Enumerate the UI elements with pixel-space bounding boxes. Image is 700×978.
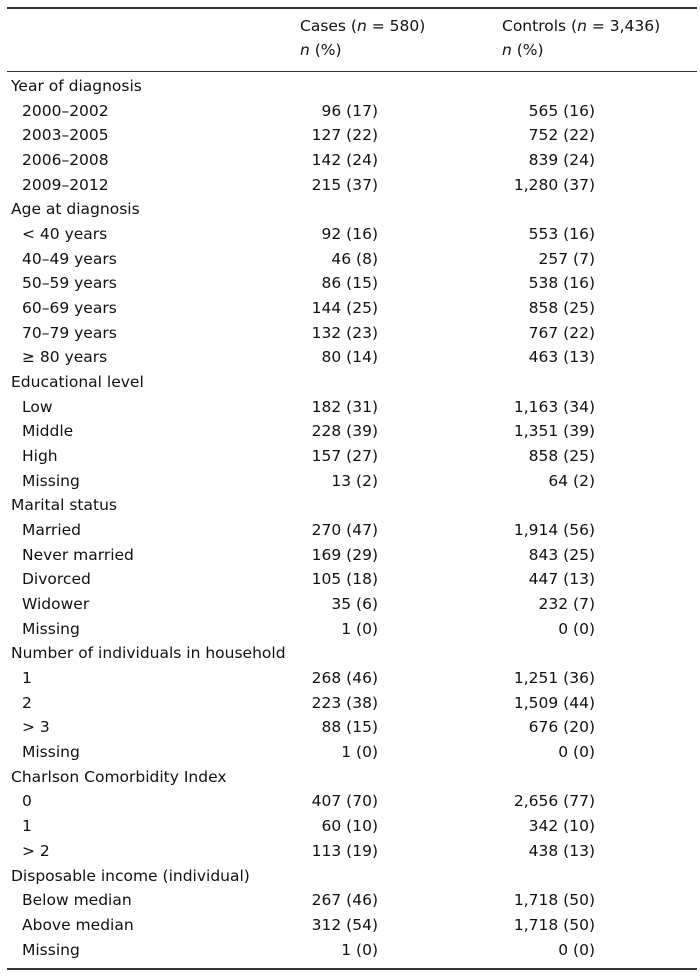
row-label: Missing (22, 743, 80, 762)
controls-cell: 1,914 (56) (513, 521, 595, 540)
controls-cell: 0 (0) (558, 619, 595, 638)
section-label: Disposable income (individual) (11, 866, 250, 885)
header-controls-subtitle: n (%) (502, 41, 544, 59)
table-row (0, 543, 700, 568)
table-row (0, 666, 700, 691)
controls-cell: 752 (22) (528, 126, 595, 145)
row-label: Below median (22, 891, 132, 910)
section-row (0, 864, 700, 889)
table-row (0, 789, 700, 814)
section-label: Age at diagnosis (11, 200, 140, 219)
row-label: 2 (22, 693, 32, 712)
cases-cell: 169 (29) (311, 545, 378, 564)
row-label: ≥ 80 years (22, 348, 108, 367)
controls-cell: 553 (16) (528, 225, 595, 244)
table-row (0, 296, 700, 321)
controls-cell: 0 (0) (558, 940, 595, 959)
controls-cell: 538 (16) (528, 274, 595, 293)
controls-cell: 1,351 (39) (513, 422, 595, 441)
controls-cell: 2,656 (77) (513, 792, 595, 811)
controls-cell: 1,509 (44) (513, 693, 595, 712)
row-label: Missing (22, 940, 80, 959)
cases-cell: 35 (6) (331, 595, 378, 614)
section-label: Number of individuals in household (11, 644, 286, 663)
table-row (0, 395, 700, 420)
row-label: 40–49 years (22, 249, 117, 268)
controls-cell: 1,251 (36) (513, 669, 595, 688)
cases-cell: 105 (18) (311, 570, 378, 589)
cases-cell: 270 (47) (311, 521, 378, 540)
section-label: Educational level (11, 373, 144, 392)
table-row (0, 592, 700, 617)
row-label: 70–79 years (22, 323, 117, 342)
cases-cell: 157 (27) (311, 447, 378, 466)
section-row (0, 74, 700, 99)
table-top-rule (7, 7, 697, 9)
row-label: < 40 years (22, 225, 108, 244)
cases-cell: 132 (23) (311, 323, 378, 342)
table-row (0, 518, 700, 543)
cases-cell: 96 (17) (321, 101, 378, 120)
cases-cell: 1 (0) (341, 940, 378, 959)
cases-cell: 86 (15) (321, 274, 378, 293)
row-label: > 3 (22, 718, 50, 737)
header-rule (7, 71, 697, 72)
cases-cell: 182 (31) (311, 397, 378, 416)
row-label: Widower (22, 595, 90, 614)
cases-cell: 46 (8) (331, 249, 378, 268)
section-label: Year of diagnosis (11, 77, 142, 95)
row-label: 0 (22, 792, 32, 811)
table-row (0, 691, 700, 716)
cases-cell: 127 (22) (311, 126, 378, 145)
table-row (0, 419, 700, 444)
controls-cell: 767 (22) (528, 323, 595, 342)
cases-cell: 113 (19) (311, 841, 378, 860)
controls-cell: 676 (20) (528, 718, 595, 737)
row-label: > 2 (22, 841, 50, 860)
section-row (0, 765, 700, 790)
controls-cell: 447 (13) (528, 570, 595, 589)
table-row (0, 814, 700, 839)
controls-cell: 565 (16) (528, 101, 595, 120)
table-row (0, 271, 700, 296)
header-cases-title: Cases (n = 580) (300, 17, 426, 35)
controls-cell: 438 (13) (528, 841, 595, 860)
controls-cell: 1,718 (50) (513, 891, 595, 910)
header-controls (502, 14, 660, 62)
row-label: Above median (22, 915, 134, 934)
cases-cell: 80 (14) (321, 348, 378, 367)
table-row (0, 469, 700, 494)
row-label: Missing (22, 471, 80, 490)
row-label: 50–59 years (22, 274, 117, 293)
cases-cell: 215 (37) (311, 175, 378, 194)
cases-cell: 312 (54) (311, 915, 378, 934)
row-label: 1 (22, 669, 32, 688)
section-row (0, 197, 700, 222)
row-label: 2003–2005 (22, 126, 109, 145)
table-row (0, 913, 700, 938)
controls-cell: 463 (13) (528, 348, 595, 367)
controls-cell: 232 (7) (538, 595, 595, 614)
table-body (0, 74, 700, 962)
table-row (0, 99, 700, 124)
controls-cell: 1,163 (34) (513, 397, 595, 416)
table-row (0, 740, 700, 765)
section-label: Charlson Comorbidity Index (11, 767, 227, 786)
row-label: Never married (22, 545, 134, 564)
table-row (0, 938, 700, 963)
table-row (0, 173, 700, 198)
row-label: Married (22, 521, 82, 540)
table-row (0, 888, 700, 913)
row-label: Missing (22, 619, 80, 638)
controls-cell: 858 (25) (528, 299, 595, 318)
controls-cell: 858 (25) (528, 447, 595, 466)
controls-cell: 843 (25) (528, 545, 595, 564)
cases-cell: 144 (25) (311, 299, 378, 318)
row-label: High (22, 447, 58, 466)
row-label: 2009–2012 (22, 175, 109, 194)
controls-cell: 0 (0) (558, 743, 595, 762)
controls-cell: 1,718 (50) (513, 915, 595, 934)
controls-cell: 342 (10) (528, 817, 595, 836)
row-label: 1 (22, 817, 32, 836)
cases-cell: 13 (2) (331, 471, 378, 490)
cases-cell: 60 (10) (321, 817, 378, 836)
table-row (0, 715, 700, 740)
section-row (0, 641, 700, 666)
table-row (0, 839, 700, 864)
table-row (0, 247, 700, 272)
cases-cell: 1 (0) (341, 619, 378, 638)
header-controls-title: Controls (n = 3,436) (502, 17, 661, 35)
row-label: 2006–2008 (22, 151, 109, 170)
cases-cell: 1 (0) (341, 743, 378, 762)
table-row (0, 123, 700, 148)
section-label: Marital status (11, 496, 117, 515)
header-cases (300, 14, 425, 62)
section-row (0, 370, 700, 395)
table-row (0, 321, 700, 346)
cases-cell: 267 (46) (311, 891, 378, 910)
table-row (0, 567, 700, 592)
table-bottom-rule (7, 968, 697, 970)
cases-cell: 268 (46) (311, 669, 378, 688)
cases-cell: 142 (24) (311, 151, 378, 170)
row-label: Divorced (22, 570, 91, 589)
controls-cell: 64 (2) (548, 471, 595, 490)
table-row (0, 345, 700, 370)
row-label: 2000–2002 (22, 101, 109, 120)
table-row (0, 444, 700, 469)
row-label: Middle (22, 422, 74, 441)
cases-cell: 88 (15) (321, 718, 378, 737)
table-row (0, 148, 700, 173)
table-row (0, 617, 700, 642)
row-label: 60–69 years (22, 299, 117, 318)
cases-cell: 223 (38) (311, 693, 378, 712)
cases-cell: 407 (70) (311, 792, 378, 811)
controls-cell: 839 (24) (528, 151, 595, 170)
controls-cell: 257 (7) (538, 249, 595, 268)
cases-cell: 228 (39) (311, 422, 378, 441)
section-row (0, 493, 700, 518)
controls-cell: 1,280 (37) (513, 175, 595, 194)
header-cases-subtitle: n (%) (300, 41, 342, 59)
row-label: Low (22, 397, 53, 416)
table-row (0, 222, 700, 247)
cases-cell: 92 (16) (321, 225, 378, 244)
